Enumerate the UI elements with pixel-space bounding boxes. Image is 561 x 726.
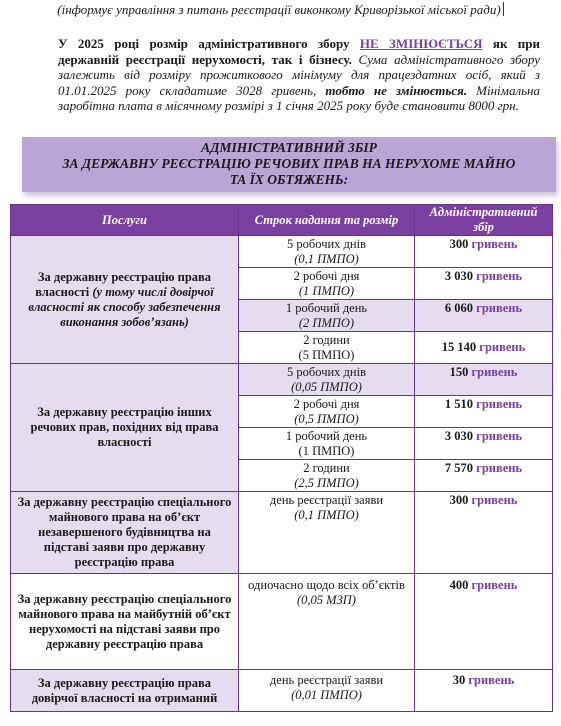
fee-table xyxy=(10,204,553,712)
highlight-not-changing: НЕ ЗМІНЮЄТЬСЯ xyxy=(359,36,483,51)
fee-cell: 3 030 гривень xyxy=(415,428,553,460)
fee-cell: 7 570 гривень xyxy=(415,460,553,492)
term-cell: 5 робочих днів (0,05 ПМПО) xyxy=(239,364,415,396)
title-banner xyxy=(22,137,556,192)
term-cell: 2 робочі дня (0,5 ПМПО) xyxy=(239,396,415,428)
header-term: Строк надання та розмір xyxy=(239,205,415,236)
service-cell: За державну реєстрацію спеціального майнового права на майбутній об’єкт нерухомості на підставі заяви про державну реєстрацію права xyxy=(11,574,239,670)
text-cursor xyxy=(503,2,504,16)
term-cell: 1 робочий день (2 ПМПО) xyxy=(239,300,415,332)
table-row xyxy=(11,364,553,396)
fee-cell: 400 гривень xyxy=(415,574,553,670)
table-row xyxy=(11,236,553,268)
intro-paragraph: У 2025 році розмір адміністративного збору НЕ ЗМІНЮЄТЬСЯ як при державній реєстрації нерухомості, так і бізнесу. Сума адміністративного збору залежить від розміру прожиткового мінімуму для працездатних осіб, який з 01.01.2025 року складатиме 3028 гривень, тобто не змінюється. Мінімальна заробітна плата в місячному розмірі з 1 січня 2025 року буде становити 8000 грн. xyxy=(58,36,541,113)
term-cell: день реєстрації заяви (0,01 ПМПО) xyxy=(239,670,415,712)
table-row xyxy=(11,670,553,712)
banner-line-1: АДМІНІСТРАТИВНИЙ ЗБІР xyxy=(201,140,377,155)
top-note: (інформує управління з питань реєстрації виконкому Криворізької міської ради) xyxy=(0,2,561,18)
fee-cell: 6 060 гривень xyxy=(415,300,553,332)
term-cell: день реєстрації заяви (0,1 ПМПО) xyxy=(239,492,415,574)
term-cell: одночасно щодо всіх об’єктів (0,05 МЗП) xyxy=(239,574,415,670)
fee-cell: 300 гривень xyxy=(415,492,553,574)
table-header-row xyxy=(11,205,553,236)
fee-cell: 30 гривень xyxy=(415,670,553,712)
fee-cell: 300 гривень xyxy=(415,236,553,268)
fee-cell: 1 510 гривень xyxy=(415,396,553,428)
table-row xyxy=(11,574,553,670)
header-fee: Адміністративний збір xyxy=(415,205,553,236)
term-cell: 1 робочий день (1 ПМПО) xyxy=(239,428,415,460)
service-cell: За державну реєстрацію інших речових прав, похідних від права власності xyxy=(11,364,239,492)
header-services: Послуги xyxy=(11,205,239,236)
term-cell: 2 години (5 ПМПО) xyxy=(239,332,415,364)
banner-line-2: ЗА ДЕРЖАВНУ РЕЄСТРАЦІЮ РЕЧОВИХ ПРАВ НА НЕРУХОМЕ МАЙНО xyxy=(62,156,516,171)
service-cell: За державну реєстрацію права довірчої власності на отриманий xyxy=(11,670,239,712)
table-row xyxy=(11,492,553,574)
term-cell: 2 години (2,5 ПМПО) xyxy=(239,460,415,492)
fee-cell: 150 гривень xyxy=(415,364,553,396)
service-cell: За державну реєстрацію права власності (у тому числі довірчої власності як способу забезпечення виконання зобов’язань) xyxy=(11,236,239,364)
term-cell: 5 робочих днів (0,1 ПМПО) xyxy=(239,236,415,268)
service-cell: За державну реєстрацію спеціального майнового права на об’єкт незавершеного будівництва на підставі заяви про державну реєстрацію права xyxy=(11,492,239,574)
fee-cell: 15 140 гривень xyxy=(415,332,553,364)
term-cell: 2 робочі дня (1 ПМПО) xyxy=(239,268,415,300)
fee-cell: 3 030 гривень xyxy=(415,268,553,300)
banner-line-3: ТА ЇХ ОБТЯЖЕНЬ: xyxy=(229,172,349,187)
